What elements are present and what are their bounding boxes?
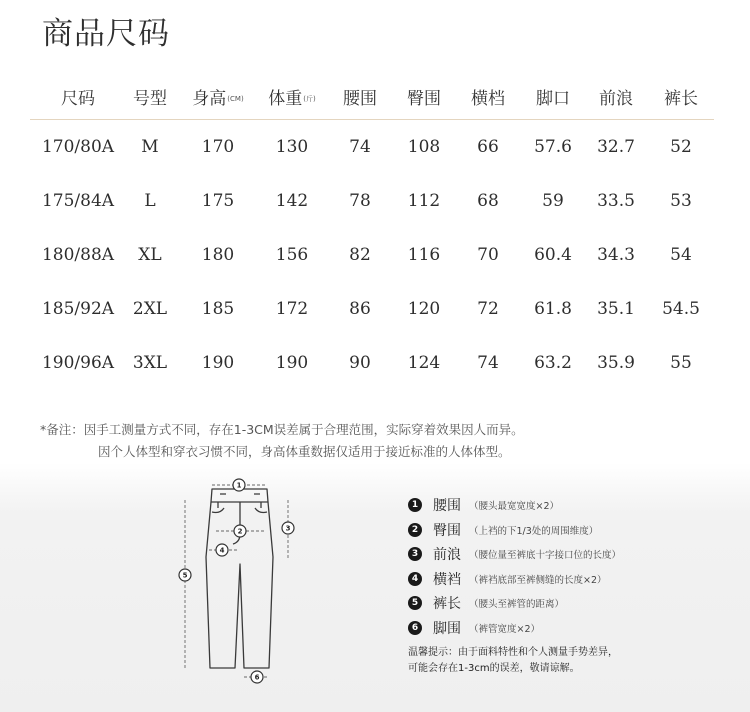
table-cell: 3XL (132, 353, 168, 373)
table-cell: 175 (201, 191, 235, 211)
table-cell: 55 (670, 353, 692, 373)
legend-name: 臀围 (433, 522, 461, 539)
table-cell: 130 (275, 137, 309, 157)
table-cell: 180/88A (41, 245, 115, 265)
legend-number-badge: 5 (408, 596, 422, 610)
column-header (599, 80, 633, 118)
column-header-label: 腰围 (343, 89, 377, 109)
table-cell: 112 (407, 191, 441, 211)
table-cell: 61.8 (534, 299, 572, 319)
table-cell: 35.9 (597, 353, 635, 373)
header-divider (30, 119, 714, 120)
legend-name: 横裆 (433, 571, 461, 588)
measurement-panel (0, 463, 750, 712)
column-header-label: 裤长 (664, 89, 698, 109)
column-header-label: 前浪 (599, 89, 633, 109)
table-cell: XL (138, 245, 162, 265)
table-cell: 70 (477, 245, 499, 265)
table-row (30, 132, 720, 162)
table-cell: 116 (407, 245, 441, 265)
legend-item (408, 591, 621, 616)
table-cell: 54.5 (662, 299, 700, 319)
table-row (30, 186, 720, 216)
tip (408, 645, 618, 677)
table-cell: 68 (477, 191, 499, 211)
table-cell: 35.1 (597, 299, 635, 319)
legend-item (408, 518, 621, 543)
column-header (61, 80, 95, 118)
table-cell: 170/80A (41, 137, 115, 157)
table-cell: 78 (349, 191, 371, 211)
table-cell: 142 (275, 191, 309, 211)
legend-name: 裤长 (433, 596, 461, 613)
legend-name: 前浪 (433, 547, 461, 564)
table-cell: 74 (349, 137, 371, 157)
column-header (343, 80, 377, 118)
column-header (268, 80, 315, 118)
column-header-label: 号型 (133, 89, 167, 109)
svg-text:2: 2 (237, 527, 243, 536)
legend-number-badge: 3 (408, 547, 422, 561)
legend-description: （裤管宽度×2） (469, 623, 541, 635)
legend-name: 脚围 (433, 620, 461, 637)
measurement-legend (408, 493, 621, 640)
legend-item (408, 567, 621, 592)
table-cell: 90 (349, 353, 371, 373)
column-header-label: 体重 (268, 89, 303, 109)
table-cell: 60.4 (534, 245, 572, 265)
footnote-line-2: 因个人体型和穿衣习惯不同，身高体重数据仅适用于接近标准的人体体型。 (98, 444, 511, 459)
table-header-row (30, 80, 720, 118)
table-row (30, 294, 720, 324)
table-cell: 54 (670, 245, 692, 265)
table-row (30, 240, 720, 270)
column-header-unit: (斤) (303, 95, 316, 103)
table-cell: 108 (407, 137, 441, 157)
size-table (30, 80, 720, 118)
legend-description: （腰位量至裤底十字接口位的长度） (469, 550, 622, 562)
table-cell: 185/92A (41, 299, 115, 319)
table-cell: 66 (477, 137, 499, 157)
table-cell: 175/84A (41, 191, 115, 211)
table-cell: 172 (275, 299, 309, 319)
legend-number-badge: 2 (408, 523, 422, 537)
table-cell: 124 (407, 353, 441, 373)
table-cell: 34.3 (597, 245, 635, 265)
column-header-unit: (CM) (227, 95, 244, 103)
table-cell: 82 (349, 245, 371, 265)
legend-description: （裤裆底部至裤侧缝的长度×2） (469, 574, 607, 586)
tip-line-2: 可能会存在1-3cm的误差，敬请谅解。 (408, 663, 580, 674)
footnote (40, 419, 524, 463)
pants-diagram-icon (160, 472, 300, 687)
table-cell: L (144, 191, 156, 211)
table-cell: 120 (407, 299, 441, 319)
table-cell: 156 (275, 245, 309, 265)
legend-description: （腰头至裤管的距离） (469, 599, 565, 611)
table-cell: 190 (275, 353, 309, 373)
table-cell: 185 (201, 299, 235, 319)
table-cell: 63.2 (534, 353, 572, 373)
column-header-label: 尺码 (61, 89, 95, 109)
table-row (30, 348, 720, 378)
svg-text:5: 5 (182, 571, 188, 580)
column-header-label: 横档 (471, 89, 505, 109)
table-cell: 180 (201, 245, 235, 265)
table-cell: 190/96A (41, 353, 115, 373)
column-header (192, 80, 243, 118)
table-cell: 52 (670, 137, 692, 157)
column-header (133, 80, 167, 118)
table-cell: 74 (477, 353, 499, 373)
table-cell: 59 (542, 191, 564, 211)
svg-text:1: 1 (236, 481, 242, 490)
svg-text:3: 3 (285, 524, 291, 533)
legend-number-badge: 1 (408, 498, 422, 512)
page-title: 商品尺码 (42, 16, 170, 52)
legend-description: （腰头最宽宽度×2） (469, 501, 560, 513)
table-cell: 57.6 (534, 137, 572, 157)
column-header-label: 脚口 (536, 89, 570, 109)
legend-name: 腰围 (433, 498, 461, 515)
column-header (664, 80, 698, 118)
column-header (536, 80, 570, 118)
legend-item (408, 542, 621, 567)
footnote-line-1: *备注：因手工测量方式不同，存在1-3CM误差属于合理范围，实际穿着效果因人而异。 (40, 422, 524, 437)
column-header (407, 80, 441, 118)
svg-text:6: 6 (254, 673, 260, 682)
column-header (471, 80, 505, 118)
table-cell: 86 (349, 299, 371, 319)
legend-number-badge: 6 (408, 621, 422, 635)
table-cell: 72 (477, 299, 499, 319)
table-cell: 32.7 (597, 137, 635, 157)
legend-item (408, 493, 621, 518)
table-cell: 53 (670, 191, 692, 211)
tip-line-1: 温馨提示：由于面料特性和个人测量手势差异， (408, 647, 618, 658)
column-header-label: 身高 (192, 89, 227, 109)
table-cell: 33.5 (597, 191, 635, 211)
legend-item (408, 616, 621, 641)
table-cell: M (141, 137, 159, 157)
table-cell: 190 (201, 353, 235, 373)
table-cell: 2XL (132, 299, 168, 319)
legend-description: （上裆的下1/3处的周围维度） (469, 525, 599, 537)
legend-number-badge: 4 (408, 572, 422, 586)
table-cell: 170 (201, 137, 235, 157)
svg-text:4: 4 (219, 546, 225, 555)
column-header-label: 臀围 (407, 89, 441, 109)
